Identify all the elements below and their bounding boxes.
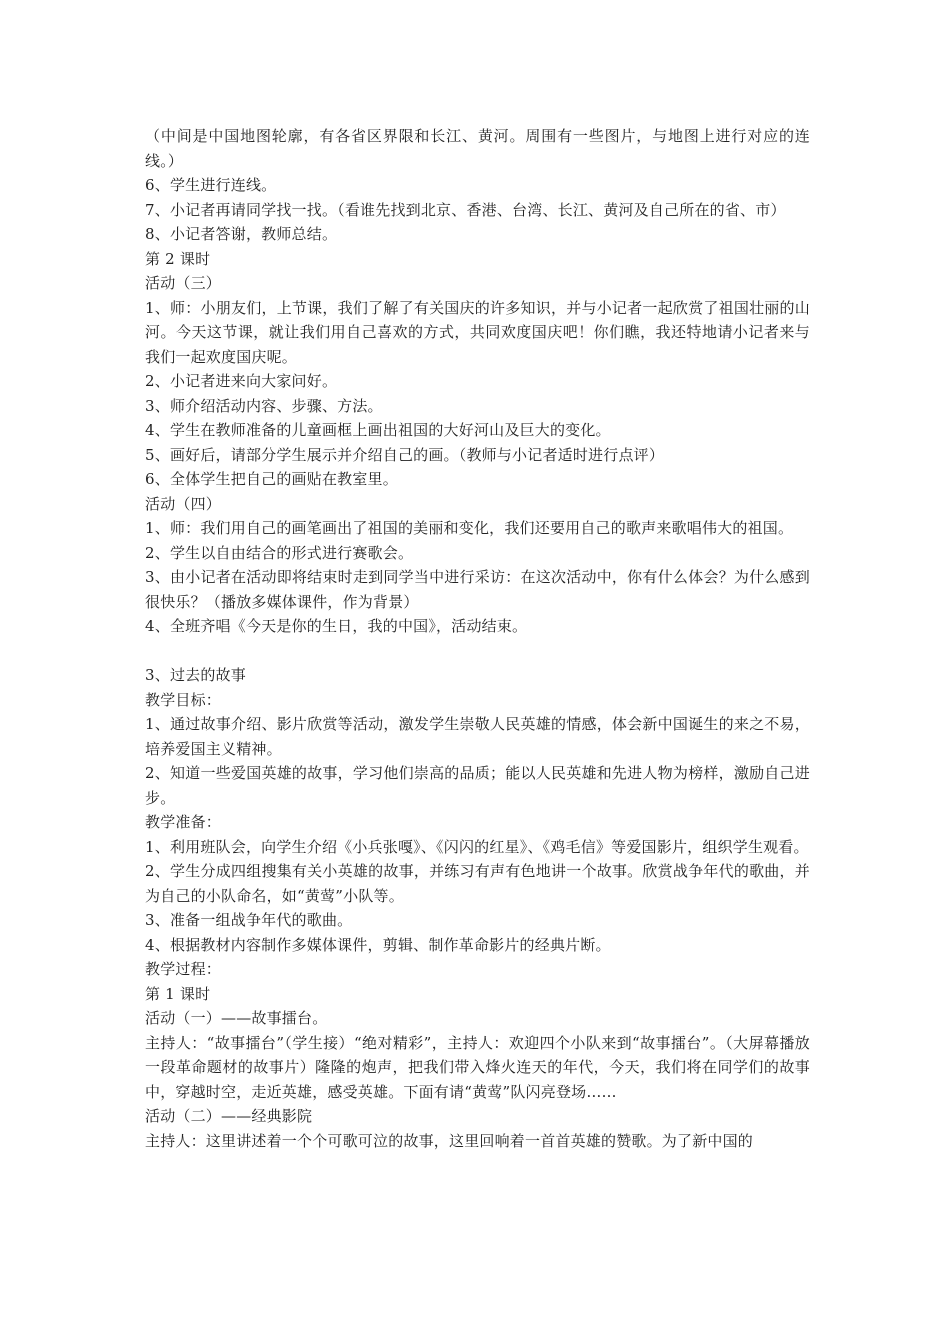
paragraph: 1、通过故事介绍、影片欣赏等活动，激发学生崇敬人民英雄的情感，体会新中国诞生的来之不易，培养爱国主义精神。 (145, 715, 810, 758)
section-heading: 教学目标： (145, 690, 222, 709)
activity-heading: 活动（二）——经典影院 (145, 1107, 313, 1125)
paragraph: 8、小记者答谢，教师总结。 (145, 225, 338, 243)
paragraph: 4、学生在教师准备的儿童画框上画出祖国的大好河山及巨大的变化。 (145, 421, 611, 439)
paragraph: 2、小记者进来向大家问好。 (145, 372, 338, 390)
paragraph: 主持人：“故事擂台”（学生接）“绝对精彩”，主持人：欢迎四个小队来到“故事擂台”。（大屏幕播放一段革命题材的故事片）隆隆的炮声，把我们带入烽火连天的年代，今天，我们将在同学们的故事中，穿越时空，走近英雄，感受英雄。下面有请“黄莺”队闪亮登场…… (145, 1033, 810, 1101)
paragraph: 7、小记者再请同学找一找。（看谁先找到北京、香港、台湾、长江、黄河及自己所在的省、市） (145, 200, 786, 219)
section-heading: 第 1 课时 (145, 984, 211, 1003)
paragraph: 4、全班齐唱《今天是你的生日，我的中国》，活动结束。 (145, 617, 528, 635)
paragraph: 3、由小记者在活动即将结束时走到同学当中进行采访：在这次活动中，你有什么体会？为什么感到很快乐？（播放多媒体课件，作为背景） (145, 568, 810, 611)
activity-heading: 活动（一）——故事擂台。 (145, 1009, 328, 1027)
paragraph: 1、师：我们用自己的画笔画出了祖国的美丽和变化，我们还要用自己的歌声来歌唱伟大的祖国。 (145, 519, 794, 537)
paragraph: 2、知道一些爱国英雄的故事，学习他们崇高的品质；能以人民英雄和先进人物为榜样，激励自己进步。 (145, 764, 810, 807)
paragraph: 2、学生以自由结合的形式进行赛歌会。 (145, 543, 414, 562)
paragraph: 5、画好后，请部分学生展示并介绍自己的画。（教师与小记者适时进行点评） (145, 445, 665, 464)
blank-line (145, 639, 810, 664)
section-heading: 教学过程： (145, 960, 222, 978)
paragraph: 6、学生进行连线。 (145, 176, 277, 194)
paragraph: 主持人：这里讲述着一个个可歌可泣的故事，这里回响着一首首英雄的赞歌。为了新中国的 (145, 1131, 754, 1150)
paragraph: 2、学生分成四组搜集有关小英雄的故事，并练习有声有色地讲一个故事。欣赏战争年代的歌曲，并为自己的小队命名，如“黄莺”小队等。 (145, 862, 810, 905)
paragraph: （中间是中国地图轮廓，有各省区界限和长江、黄河。周围有一些图片，与地图上进行对应的连线。） (145, 127, 810, 170)
paragraph: 6、全体学生把自己的画贴在教室里。 (145, 470, 398, 488)
document-body (145, 124, 810, 1153)
activity-heading: 活动（四） (145, 494, 222, 513)
section-heading: 第 2 课时 (145, 249, 211, 268)
paragraph: 1、利用班队会，向学生介绍《小兵张嘎》、《闪闪的红星》、《鸡毛信》等爱国影片，组织学生观看。 (145, 837, 809, 856)
activity-heading: 活动（三） (145, 274, 222, 292)
paragraph: 1、师：小朋友们，上节课，我们了解了有关国庆的许多知识，并与小记者一起欣赏了祖国壮丽的山河。今天这节课，就让我们用自己喜欢的方式，共同欢度国庆吧！你们瞧，我还特地请小记者来与我们一起欢度国庆呢。 (145, 298, 810, 366)
paragraph: 3、师介绍活动内容、步骤、方法。 (145, 396, 383, 415)
lesson-title: 3、过去的故事 (145, 666, 246, 684)
paragraph: 4、根据教材内容制作多媒体课件，剪辑、制作革命影片的经典片断。 (145, 935, 611, 954)
paragraph: 3、准备一组战争年代的歌曲。 (145, 911, 353, 929)
section-heading: 教学准备： (145, 813, 222, 831)
